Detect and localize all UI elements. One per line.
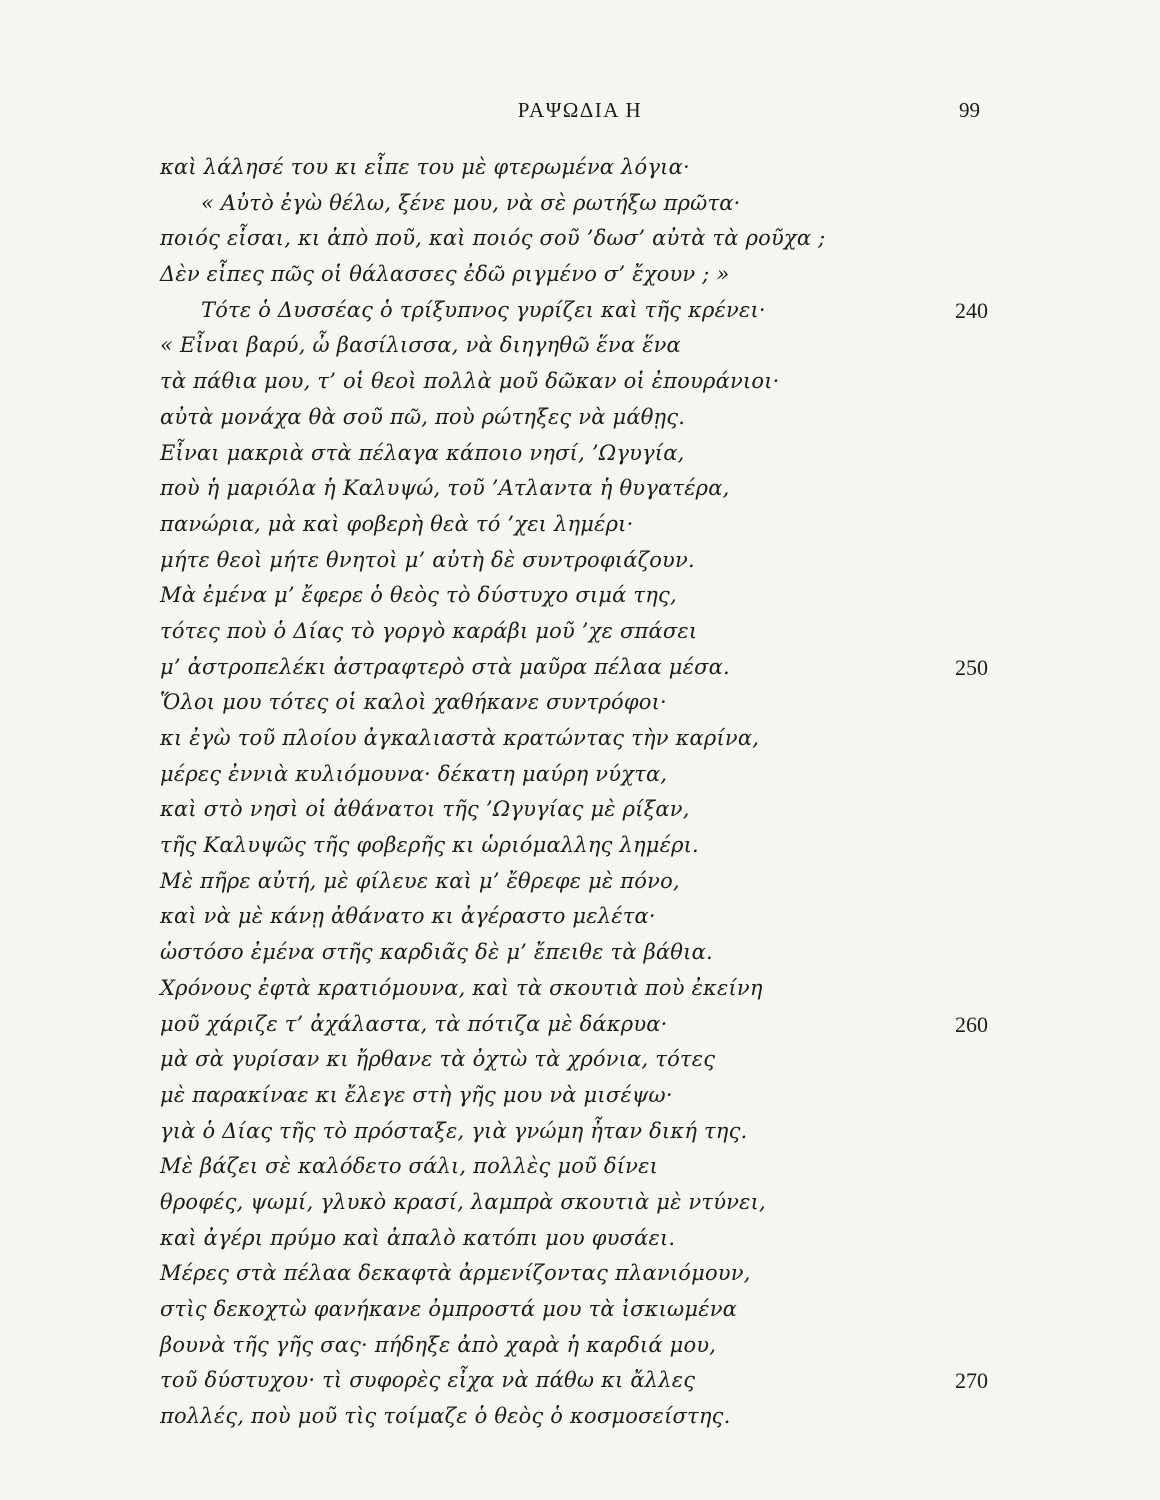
verse-line — [0, 792, 1160, 828]
verse-line — [0, 1363, 1160, 1399]
verse-text: μὰ σὰ γυρίσαν κι ἤρθανε τὰ ὀχτὼ τὰ χρόνια, τότες — [160, 1047, 716, 1072]
verse-text: μοῦ χάριζε τ’ ἀχάλαστα, τὰ πότιζα μὲ δάκρυα· — [160, 1011, 668, 1036]
verse-text: τότες ποὺ ὁ Δίας τὸ γοργὸ καράβι μοῦ ’χε σπάσει — [160, 618, 698, 643]
verse-line — [0, 257, 1160, 293]
verse-line — [0, 400, 1160, 436]
verse-line — [0, 186, 1160, 222]
verse-line — [0, 1149, 1160, 1185]
verse-line — [0, 828, 1160, 864]
verse-text: θροφές, ψωμί, γλυκὸ κρασί, λαμπρὰ σκουτιὰ μὲ ντύνει, — [160, 1189, 766, 1214]
verse-text: ὡστόσο ἐμένα στῆς καρδιᾶς δὲ μ’ ἔπειθε τὰ βάθια. — [160, 940, 713, 965]
verse-text: μέρες ἐννιὰ κυλιόμουνα· δέκατη μαύρη νύχτα, — [160, 761, 668, 786]
verse-line — [0, 685, 1160, 721]
verse-line — [0, 364, 1160, 400]
verse-line — [0, 1042, 1160, 1078]
verse-line — [0, 1007, 1160, 1043]
verse-text: Δὲν εἶπες πῶς οἱ θάλασσες ἐδῶ ριγμένο σ’ ἔχουν ; » — [160, 262, 730, 287]
verse-line — [0, 899, 1160, 935]
page-title: ΡΑΨΩΔΙΑ Η — [517, 98, 643, 122]
verse-text: Μὰ ἐμένα μ’ ἔφερε ὁ θεὸς τὸ δύστυχο σιμά της, — [160, 583, 677, 608]
verse-text: « Εἶναι βαρύ, ὦ βασίλισσα, νὰ διηγηθῶ ἕνα ἕνα — [160, 333, 681, 358]
verse-text: αὐτὰ μονάχα θὰ σοῦ πῶ, ποὺ ρώτηξες νὰ μάθῃς. — [160, 404, 686, 429]
verse-text: γιὰ ὁ Δίας τῆς τὸ πρόσταξε, γιὰ γνώμη ἦταν δική της. — [160, 1118, 748, 1143]
verse-line — [0, 328, 1160, 364]
verse-line — [0, 935, 1160, 971]
verse-line — [0, 507, 1160, 543]
verse-text: Μέρες στὰ πέλαα δεκαφτὰ ἀρμενίζοντας πλανιόμουν, — [160, 1261, 751, 1286]
verse-text: τῆς Καλυψῶς τῆς φοβερῆς κι ὡριόμαλλης λημέρι. — [160, 833, 699, 858]
verse-line — [0, 578, 1160, 614]
verse-line — [0, 150, 1160, 186]
verse-line — [0, 1114, 1160, 1150]
verse-text: μήτε θεοὶ μήτε θνητοὶ μ’ αὐτὴ δὲ συντροφιάζουν. — [160, 547, 695, 572]
verse-line — [0, 721, 1160, 757]
verse-text: κι ἐγὼ τοῦ πλοίου ἀγκαλιαστὰ κρατώντας τὴν καρίνα, — [160, 726, 760, 750]
verse-line — [0, 1399, 1160, 1435]
verse-line — [0, 864, 1160, 900]
verse-text: μ’ ἀστροπελέκι ἀστραφτερὸ στὰ μαῦρα πέλαα μέσα. — [160, 654, 730, 679]
verse-line — [0, 1078, 1160, 1114]
verse-text: στὶς δεκοχτὼ φανήκανε ὀμπροστά μου τὰ ἰσκιωμένα — [160, 1297, 738, 1321]
verse-text: πολλές, ποὺ μοῦ τὶς τοίμαζε ὁ θεὸς ὁ κοσμοσείστης. — [160, 1404, 731, 1429]
verse-text: καὶ νὰ μὲ κάνῃ ἀθάνατο κι ἀγέραστο μελέτα· — [160, 904, 656, 929]
verse-text: Μὲ πῆρε αὐτή, μὲ φίλευε καὶ μ’ ἔθρεφε μὲ πόνο, — [160, 868, 680, 893]
page-number: 99 — [959, 98, 980, 122]
verse-line — [0, 293, 1160, 329]
verse-text: « Αὐτὸ ἐγὼ θέλω, ξένε μου, νὰ σὲ ρωτήξω πρῶτα· — [201, 190, 741, 215]
verse-text: Χρόνους ἐφτὰ κρατιόμουνα, καὶ τὰ σκουτιὰ ποὺ ἐκείνη — [160, 975, 763, 1000]
verse-line — [0, 1221, 1160, 1257]
verse-text: ποιός εἶσαι, κι ἀπὸ ποῦ, καὶ ποιός σοῦ ’δωσ’ αὐτὰ τὰ ροῦχα ; — [160, 226, 826, 251]
verse-text: Εἶναι μακριὰ στὰ πέλαγα κάποιο νησί, ’Ωγυγία, — [160, 440, 685, 465]
verse-line — [0, 471, 1160, 507]
verse-text: τοῦ δύστυχου· τὶ συφορὲς εἶχα νὰ πάθω κι ἄλλες — [160, 1368, 696, 1393]
line-number: 270 — [955, 1368, 988, 1394]
verse-line — [0, 971, 1160, 1007]
verse-line — [0, 1292, 1160, 1328]
verse-text: Μὲ βάζει σὲ καλόδετο σάλι, πολλὲς μοῦ δίνει — [160, 1154, 659, 1179]
verse-line — [0, 614, 1160, 650]
verse-text: καὶ στὸ νησὶ οἱ ἀθάνατοι τῆς ’Ωγυγίας μὲ ρίξαν, — [160, 797, 690, 822]
verse-line — [0, 757, 1160, 793]
running-head — [0, 98, 1160, 128]
verse-line — [0, 1256, 1160, 1292]
verse-text: μὲ παρακίναε κι ἔλεγε στὴ γῆς μου νὰ μισέψω· — [160, 1082, 673, 1107]
verse-text: τὰ πάθια μου, τ’ οἱ θεοὶ πολλὰ μοῦ δῶκαν οἱ ἐπουράνιοι· — [160, 369, 780, 394]
verse-text: καὶ ἀγέρι πρύμο καὶ ἀπαλὸ κατόπι μου φυσάει. — [160, 1225, 676, 1250]
verse-text: βουνὰ τῆς γῆς σας· πήδηξε ἀπὸ χαρὰ ἡ καρδιά μου, — [160, 1332, 717, 1357]
line-number: 260 — [955, 1011, 988, 1037]
verse-text: καὶ λάλησέ του κι εἶπε του μὲ φτερωμένα λόγια· — [160, 155, 690, 179]
verse-text: ποὺ ἡ μαριόλα ἡ Καλυψώ, τοῦ ’Ατλαντα ἡ θυγατέρα, — [160, 476, 730, 501]
verse-text: πανώρια, μὰ καὶ φοβερὴ θεὰ τό ’χει λημέρι· — [160, 511, 634, 536]
verse-line — [0, 436, 1160, 472]
verse-line — [0, 221, 1160, 257]
verse-line — [0, 1185, 1160, 1221]
verse-line — [0, 1328, 1160, 1364]
verse-text: Ὅλοι μου τότες οἱ καλοὶ χαθήκανε συντρόφοι· — [160, 690, 667, 715]
verse-block — [0, 150, 1160, 1435]
line-number: 240 — [955, 297, 988, 323]
verse-text: Τότε ὁ Δυσσέας ὁ τρίξυπνος γυρίζει καὶ τῆς κρένει· — [201, 297, 766, 322]
line-number: 250 — [955, 654, 988, 680]
verse-line — [0, 650, 1160, 686]
verse-line — [0, 543, 1160, 579]
